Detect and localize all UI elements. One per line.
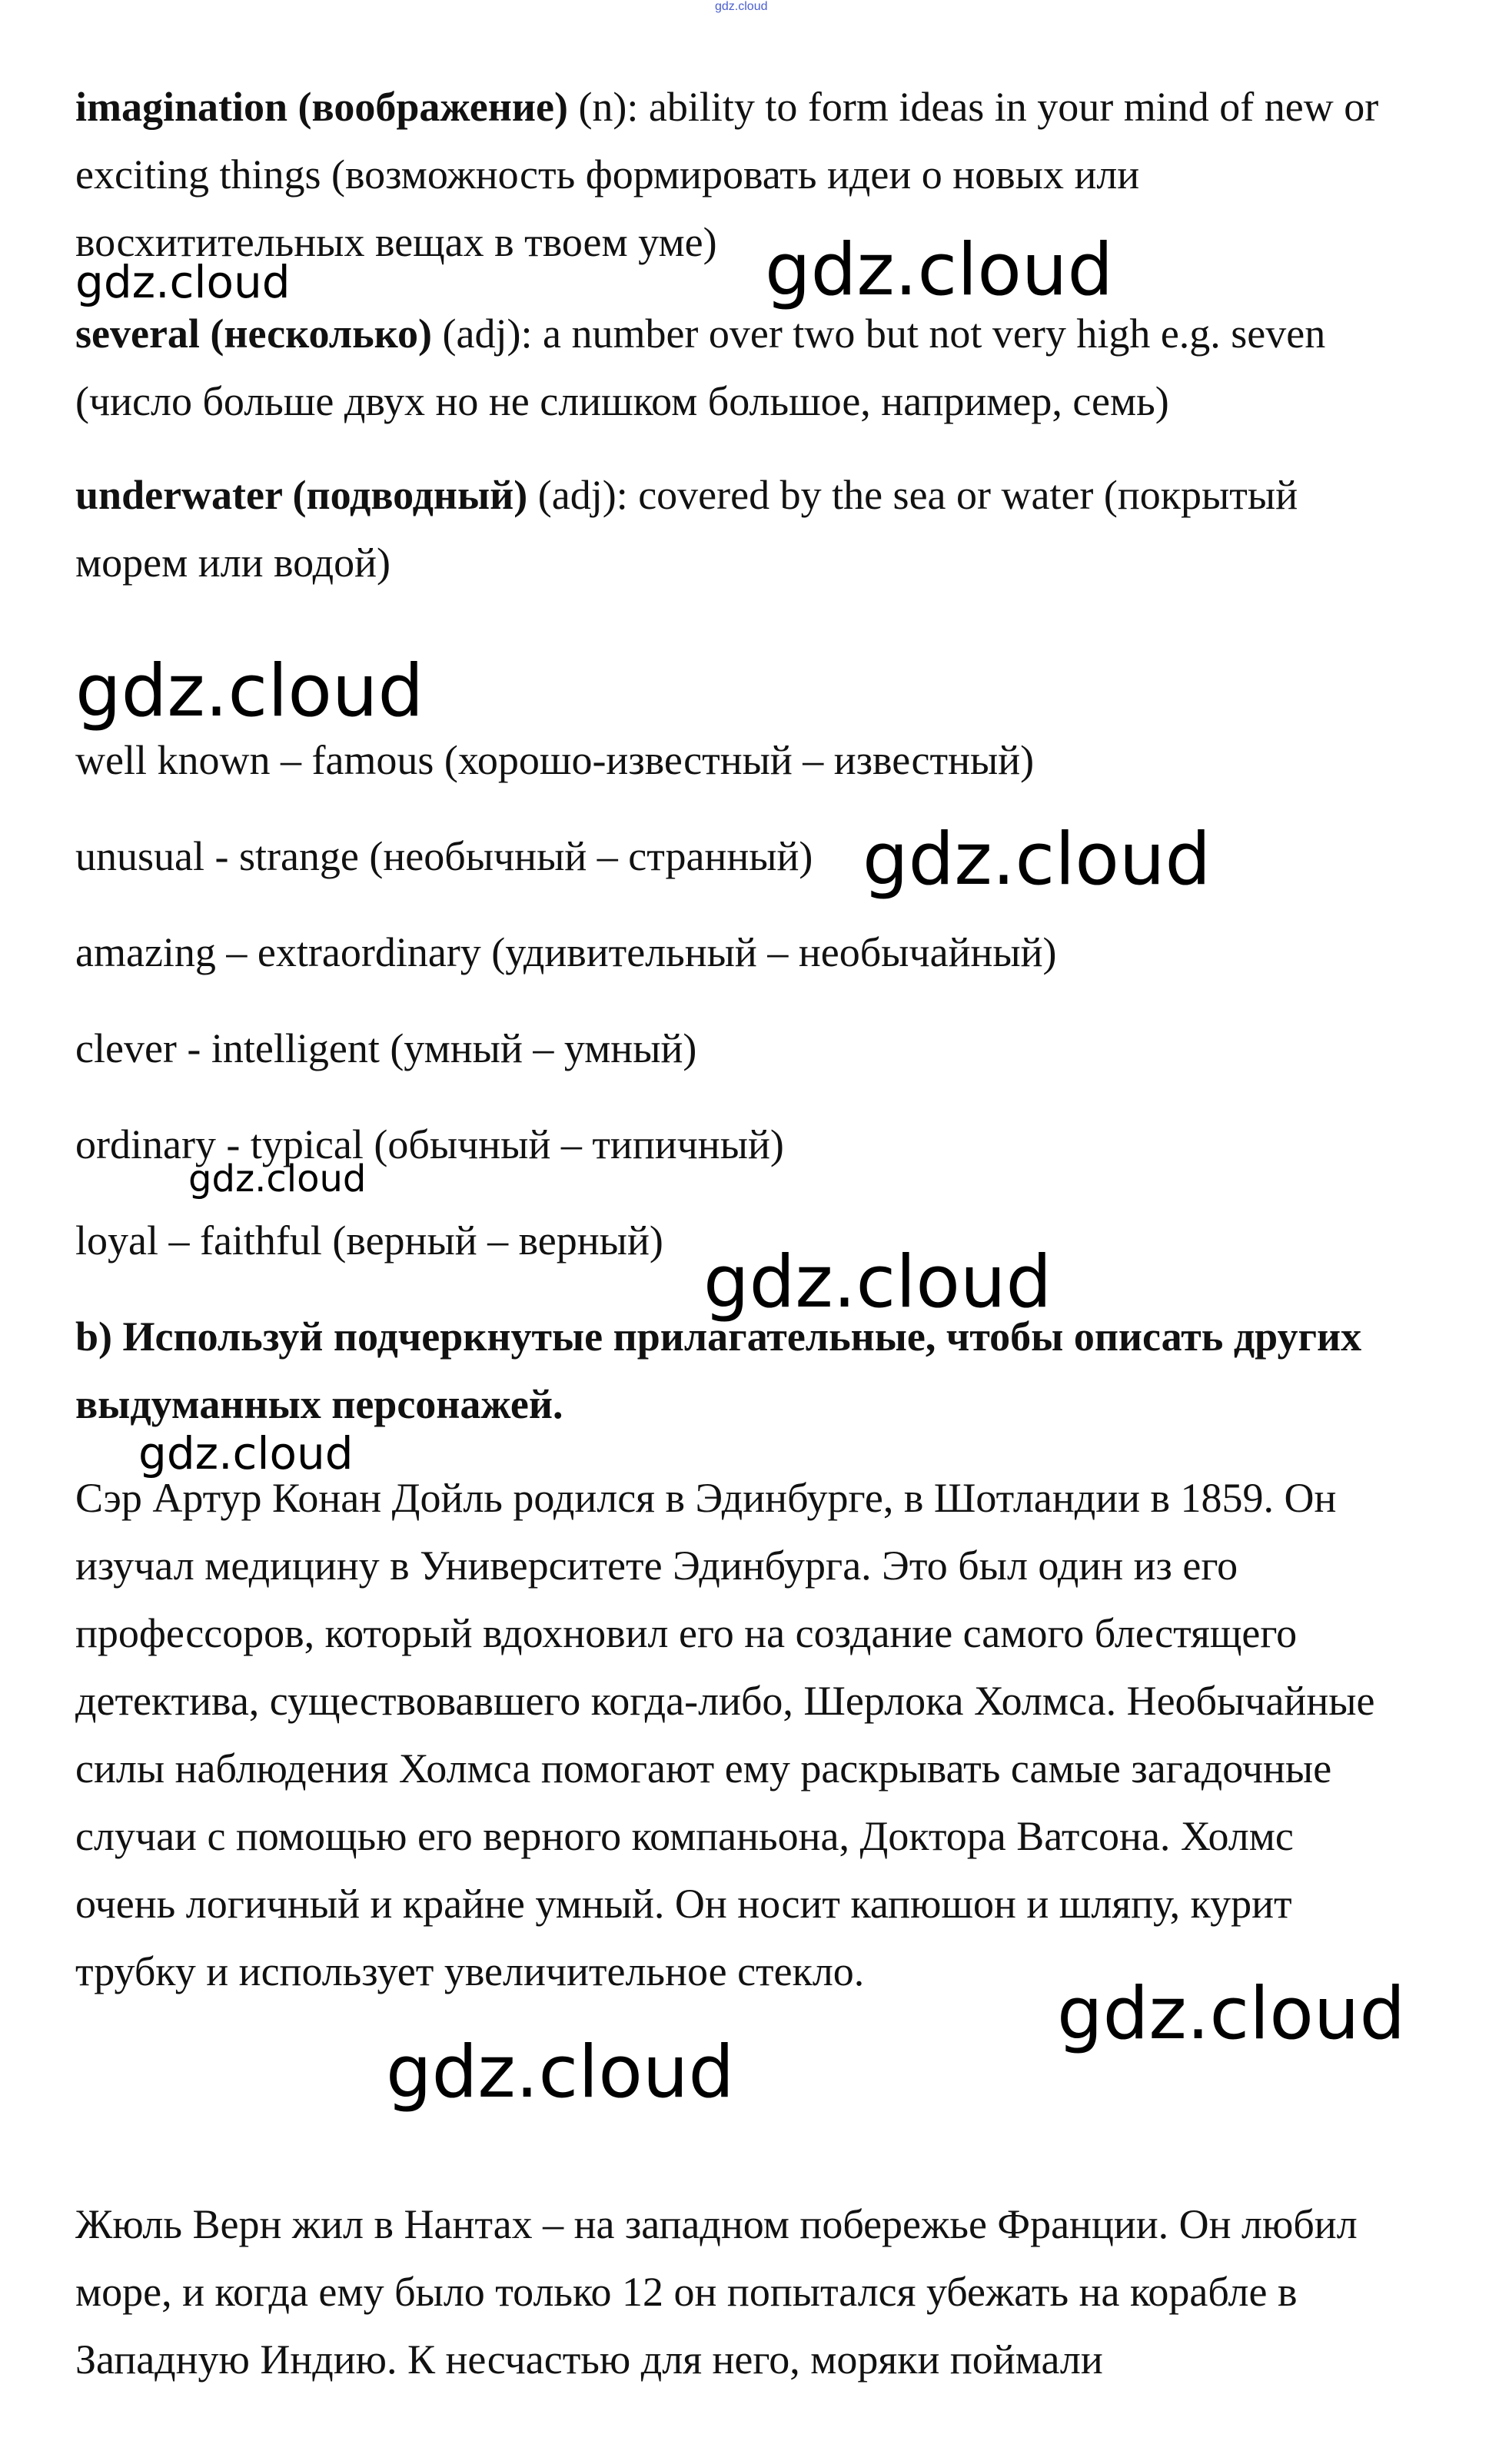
definition-text: (adj): covered by the sea or water (покрытый морем или водой) <box>75 472 1298 586</box>
definition-underwater <box>75 461 1398 596</box>
definition-text: (adj): a number over two but not very high e.g. seven (число больше двух но не слишком большое, например, семь) <box>75 310 1326 424</box>
watermark: gdz.cloud <box>703 1240 1052 1324</box>
term-underwater: underwater (подводный) <box>75 472 528 518</box>
task-b-heading: b) Используй подчеркнутые прилагательные, чтобы описать других выдуманных персонажей. <box>75 1313 1362 1427</box>
synonym-line: well known – famous (хорошо-известный – известный) <box>75 737 1035 783</box>
paragraph-jules-verne: Жюль Верн жил в Нантах – на западном побережье Франции. Он любил море, и когда ему было только 12 он попытался убежать на корабле в Западную Индию. К несчастью для него, моряки поймали <box>75 2201 1358 2383</box>
watermark: gdz.cloud <box>386 2031 735 2114</box>
watermark: gdz.cloud <box>765 228 1114 312</box>
term-imagination: imagination (воображение) <box>75 84 568 130</box>
synonym-line: loyal – faithful (верный – верный) <box>75 1217 663 1264</box>
watermark: gdz.cloud <box>75 649 424 733</box>
synonym-line: amazing – extraordinary (удивительный – необычайный) <box>75 929 1057 975</box>
top-watermark: gdz.cloud <box>715 0 768 13</box>
paragraph-conan-doyle: Сэр Артур Конан Дойль родился в Эдинбурге, в Шотландии в 1859. Он изучал медицину в Университете Эдинбурга. Это был один из его профессоров, который вдохновил его на создание самого блестящего детектива, существовавшего когда-либо, Шерлока Холмса. Необычайные силы наблюдения Холмса помогают ему раскрывать самые загадочные случаи с помощью его верного компаньона, Доктора Ватсона. Холмс очень логичный и крайне умный. Он носит капюшон и шляпу, курит трубку и использует увеличительное стекло. <box>75 1475 1375 1994</box>
definition-imagination <box>75 73 1398 276</box>
term-several: several (несколько) <box>75 310 433 357</box>
watermark: gdz.cloud <box>863 818 1211 902</box>
watermark: gdz.cloud <box>1057 1972 1406 2056</box>
watermark: gdz.cloud <box>188 1157 367 1200</box>
synonym-line: clever - intelligent (умный – умный) <box>75 1025 697 1071</box>
definition-text: (n): ability to form ideas in your mind of new or exciting things (возможность формировать идеи о новых или восхитительных вещах в твоем уме) <box>75 84 1379 265</box>
synonym-line: ordinary - typical (обычный – типичный) <box>75 1121 784 1167</box>
watermark: gdz.cloud <box>75 256 291 308</box>
synonym-line: unusual - strange (необычный – странный) <box>75 833 813 879</box>
watermark: gdz.cloud <box>138 1427 354 1479</box>
definition-several <box>75 300 1398 435</box>
